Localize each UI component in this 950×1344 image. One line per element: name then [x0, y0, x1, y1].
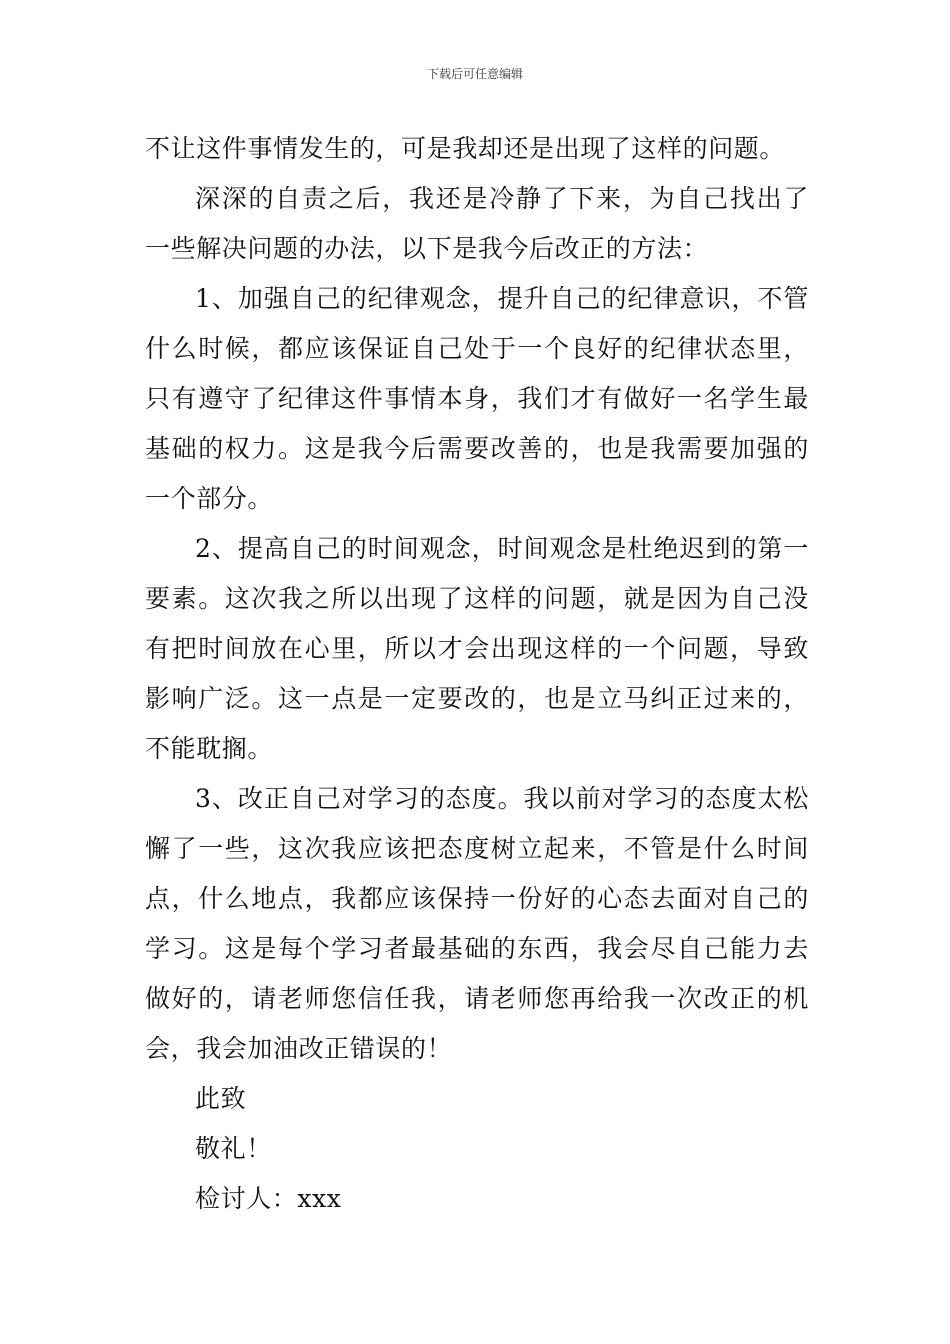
signature-line: 检讨人：xxx — [195, 1184, 342, 1213]
document-body — [145, 124, 809, 1224]
closing-regards: 敬礼！ — [195, 1134, 272, 1163]
paragraph-continuation: 不让这件事情发生的，可是我却还是出现了这样的问题。 — [145, 134, 786, 163]
paragraph-point-1: 1、加强自己的纪律观念，提升自己的纪律意识，不管什么时候，都应该保证自己处于一个良好的纪律状态里，只有遵守了纪律这件事情本身，我们才有做好一名学生最基础的权力。这是我今后需要改善的，也是我需要加强的一个部分。 — [145, 284, 809, 513]
paragraph-intro: 深深的自责之后，我还是冷静了下来，为自己找出了一些解决问题的办法，以下是我今后改正的方法： — [145, 184, 809, 263]
paragraph-point-3: 3、改正自己对学习的态度。我以前对学习的态度太松懈了一些，这次我应该把态度树立起来，不管是什么时间点，什么地点，我都应该保持一份好的心态去面对自己的学习。这是每个学习者最基础的东西，我会尽自己能力去做好的，请老师您信任我，请老师您再给我一次改正的机会，我会加油改正错误的！ — [145, 784, 809, 1063]
closing-salutation: 此致 — [195, 1084, 247, 1113]
page-header: 下载后可任意编辑 — [426, 67, 523, 81]
paragraph-point-2: 2、提高自己的时间观念，时间观念是杜绝迟到的第一要素。这次我之所以出现了这样的问题，就是因为自己没有把时间放在心里，所以才会出现这样的一个问题，导致影响广泛。这一点是一定要改的，也是立马纠正过来的，不能耽搁。 — [145, 534, 809, 763]
